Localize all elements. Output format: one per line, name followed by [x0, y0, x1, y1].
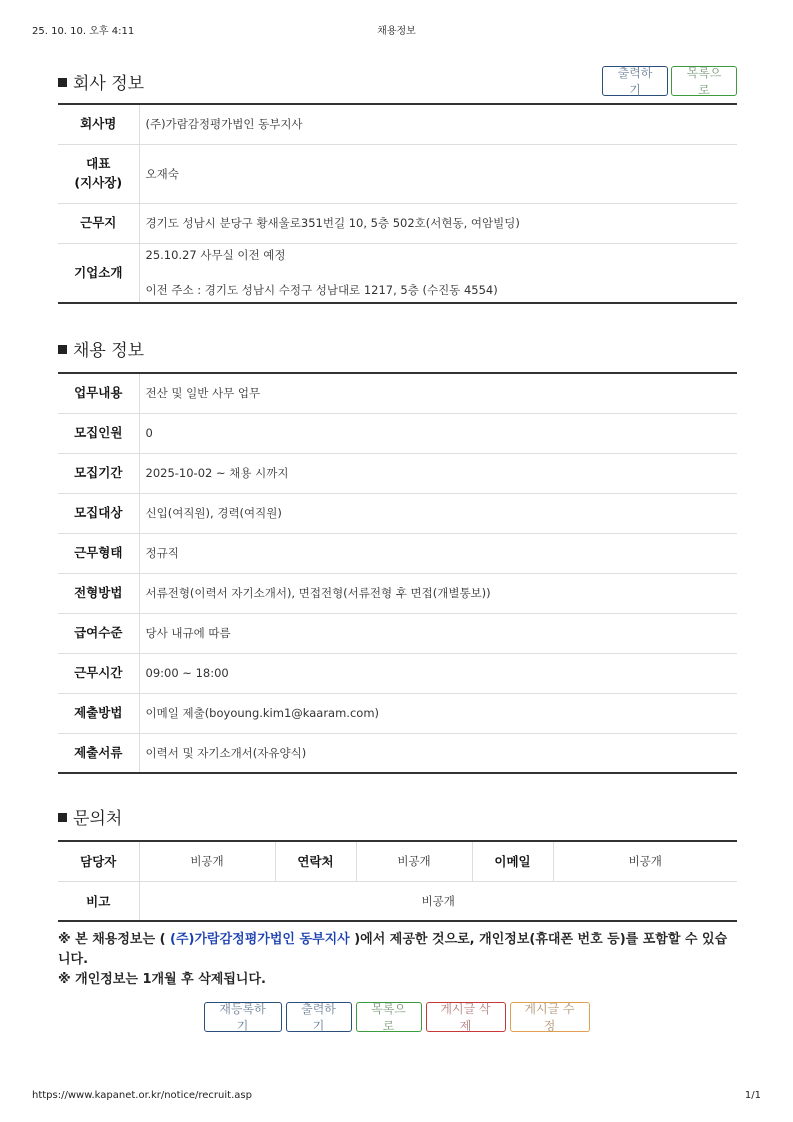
print-header: [32, 22, 761, 36]
print-page-title: 채용정보: [377, 26, 416, 37]
row-value: 2025-10-02 ~ 채용 시까지: [139, 453, 737, 493]
row-value: 0: [139, 413, 737, 453]
table-row: [58, 573, 737, 613]
company-section-title: 회사 정보: [73, 73, 145, 94]
row-label: 급여수준: [58, 613, 139, 653]
row-label: 모집기간: [58, 453, 139, 493]
table-row: [58, 203, 737, 243]
square-bullet-icon: [58, 813, 67, 822]
top-button-group: [602, 66, 737, 96]
recruit-section-title: 채용 정보: [73, 340, 145, 361]
table-row: [58, 693, 737, 733]
row-value: 전산 및 일반 사무 업무: [139, 373, 737, 413]
table-row: [58, 243, 737, 303]
row-value: 정규직: [139, 533, 737, 573]
row-value: 신입(여직원), 경력(여직원): [139, 493, 737, 533]
table-row: [58, 453, 737, 493]
table-row: [58, 733, 737, 773]
row-label: 근무형태: [58, 533, 139, 573]
print-button[interactable]: 출력하기: [602, 66, 668, 96]
email-label: 이메일: [472, 841, 553, 881]
ceo-label-line1: 대표: [86, 156, 111, 172]
row-label: 근무시간: [58, 653, 139, 693]
manager-label: 담당자: [58, 841, 139, 881]
company-name-label: 회사명: [58, 104, 139, 144]
recruit-info-table: [58, 372, 737, 774]
intro-value: [139, 243, 737, 303]
table-row: [58, 373, 737, 413]
privacy-notice: [58, 930, 738, 990]
notice-suffix: )에서 제공한 것으로, 개인정보(휴대폰 번호 등)를 포함할 수 있습니다.: [58, 932, 728, 967]
bottom-button-group: [0, 1002, 793, 1032]
intro-line-2: 이전 주소 : 경기도 성남시 수정구 성남대로 1217, 5층 (수진동 4554): [145, 283, 498, 298]
contact-section-title: 문의처: [73, 808, 123, 829]
table-row: [58, 613, 737, 653]
square-bullet-icon: [58, 78, 67, 87]
row-value: 당사 내규에 따름: [139, 613, 737, 653]
print-button[interactable]: 출력하기: [286, 1002, 352, 1032]
table-row: [58, 841, 737, 881]
table-row: [58, 104, 737, 144]
note-value: 비공개: [421, 893, 455, 908]
contact-table: [58, 840, 737, 922]
phone-value: 비공개: [356, 841, 472, 881]
notice-prefix: ※ 본 채용정보는 (: [58, 932, 171, 947]
row-label: 모집대상: [58, 493, 139, 533]
row-value: 09:00 ~ 18:00: [139, 653, 737, 693]
company-info-table: [58, 103, 737, 304]
table-row: [58, 493, 737, 533]
phone-label: 연락처: [275, 841, 356, 881]
list-button[interactable]: 목록으로: [356, 1002, 422, 1032]
privacy-notice-line1: [58, 930, 738, 970]
note-label: 비고: [58, 881, 139, 921]
manager-value: 비공개: [139, 841, 275, 881]
row-value: 이메일 제출(boyoung.kim1@kaaram.com): [139, 693, 737, 733]
contact-section: [58, 798, 737, 922]
table-row: [58, 144, 737, 203]
company-section-header: [58, 63, 737, 99]
table-row: [58, 413, 737, 453]
row-label: 제출방법: [58, 693, 139, 733]
square-bullet-icon: [58, 345, 67, 354]
row-label: 모집인원: [58, 413, 139, 453]
row-label: 전형방법: [58, 573, 139, 613]
email-value: 비공개: [553, 841, 737, 881]
print-page-number: 1/1: [744, 1090, 761, 1101]
table-row: [58, 533, 737, 573]
privacy-notice-line2: ※ 개인정보는 1개월 후 삭제됩니다.: [58, 972, 266, 987]
recruit-section-header: [58, 330, 737, 366]
row-label: 업무내용: [58, 373, 139, 413]
table-row: [58, 881, 737, 921]
notice-company: (주)가람감정평가법인 동부지사: [170, 932, 350, 947]
company-name-value: (주)가람감정평가법인 동부지사: [139, 104, 737, 144]
print-footer: [32, 1090, 761, 1104]
ceo-label: [58, 144, 139, 203]
ceo-value: 오재숙: [139, 144, 737, 203]
company-section: [58, 63, 737, 304]
print-url: https://www.kapanet.or.kr/notice/recruit.asp: [32, 1090, 252, 1101]
row-value: 서류전형(이력서 자기소개서), 면접전형(서류전형 후 면접(개별통보)): [139, 573, 737, 613]
ceo-label-line2: (지사장): [74, 174, 123, 190]
contact-section-header: [58, 798, 737, 834]
row-label: 제출서류: [58, 733, 139, 773]
intro-line-1: 25.10.27 사무실 이전 예정: [145, 248, 286, 263]
location-value: 경기도 성남시 분당구 황새울로351번길 10, 5층 502호(서현동, 여암빌딩): [139, 203, 737, 243]
recruit-section: [58, 330, 737, 774]
print-date: 25. 10. 10. 오후 4:11: [32, 26, 135, 37]
location-label: 근무지: [58, 203, 139, 243]
intro-label: 기업소개: [58, 243, 139, 303]
table-row: [58, 653, 737, 693]
edit-post-button[interactable]: 게시글 수정: [510, 1002, 590, 1032]
list-button[interactable]: 목록으로: [671, 66, 737, 96]
row-value: 이력서 및 자기소개서(자유양식): [145, 745, 307, 760]
delete-post-button[interactable]: 게시글 삭제: [426, 1002, 506, 1032]
reregister-button[interactable]: 재등록하기: [204, 1002, 282, 1032]
